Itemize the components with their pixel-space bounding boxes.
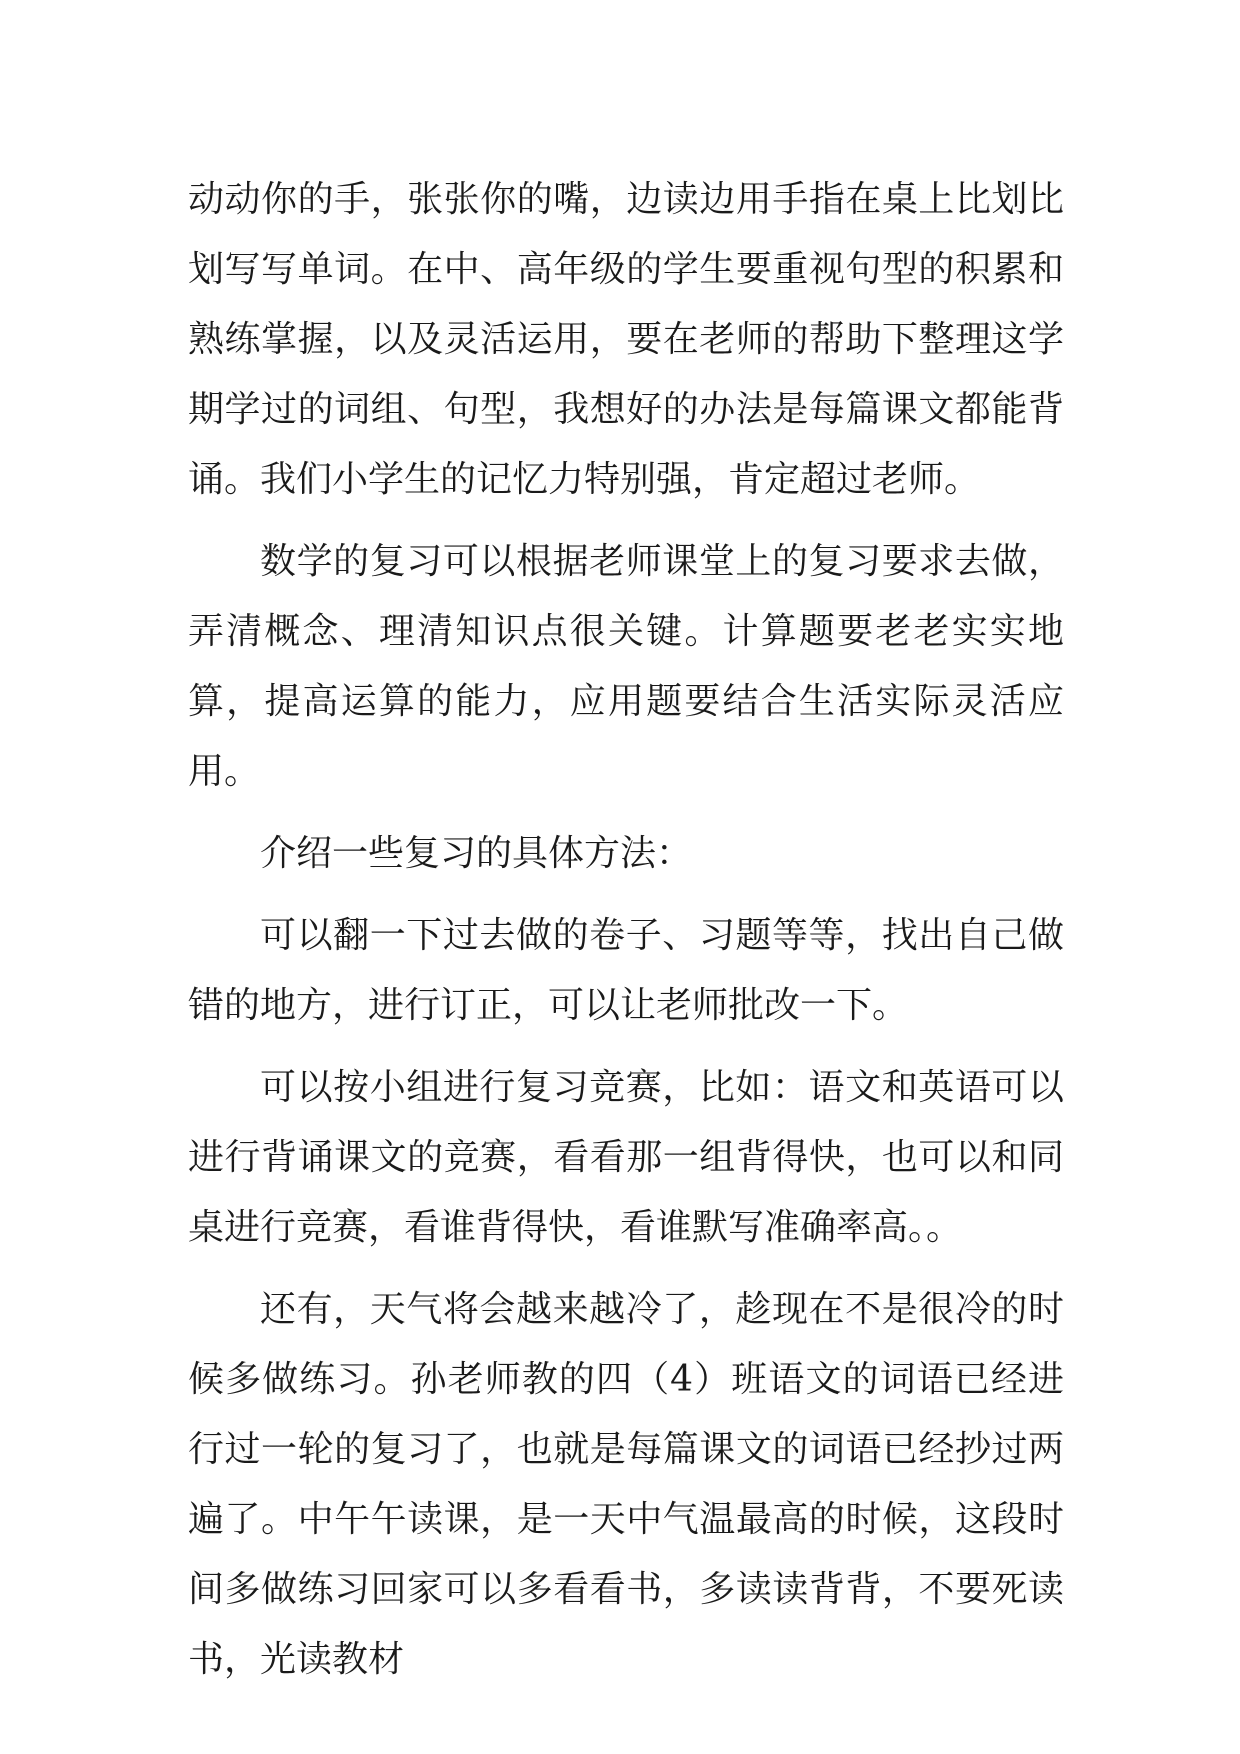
paragraph-method-corrections: 可以翻一下过去做的卷子、习题等等，找出自己做错的地方，进行订正，可以让老师批改一下。 [188,915,1064,1026]
paragraph-methods-intro: 介绍一些复习的具体方法： [260,833,693,874]
document-body [188,165,1064,1695]
paragraph-weather-practice: 还有，天气将会越来越冷了，趁现在不是很冷的时候多做练习。孙老师教的四（4）班语文的词语已经进行过一轮的复习了，也就是每篇课文的词语已经抄过两遍了。中午午读课，是一天中气温最高的时候，这段时间多做练习回家可以多看看书，多读读背背，不要死读书，光读教材 [188,1289,1064,1680]
paragraph-method-competition: 可以按小组进行复习竞赛，比如：语文和英语可以进行背诵课文的竞赛，看看那一组背得快，也可以和同桌进行竞赛，看谁背得快，看谁默写准确率高。。 [188,1067,1064,1248]
paragraph-continued: 动动你的手，张张你的嘴，边读边用手指在桌上比划比划写写单词。在中、高年级的学生要重视句型的积累和熟练掌握，以及灵活运用，要在老师的帮助下整理这学期学过的词组、句型，我想好的办法是每篇课文都能背诵。我们小学生的记忆力特别强，肯定超过老师。 [188,179,1064,500]
paragraph-math-review: 数学的复习可以根据老师课堂上的复习要求去做，弄清概念、理清知识点很关键。计算题要老老实实地算，提高运算的能力，应用题要结合生活实际灵活应用。 [188,541,1064,792]
